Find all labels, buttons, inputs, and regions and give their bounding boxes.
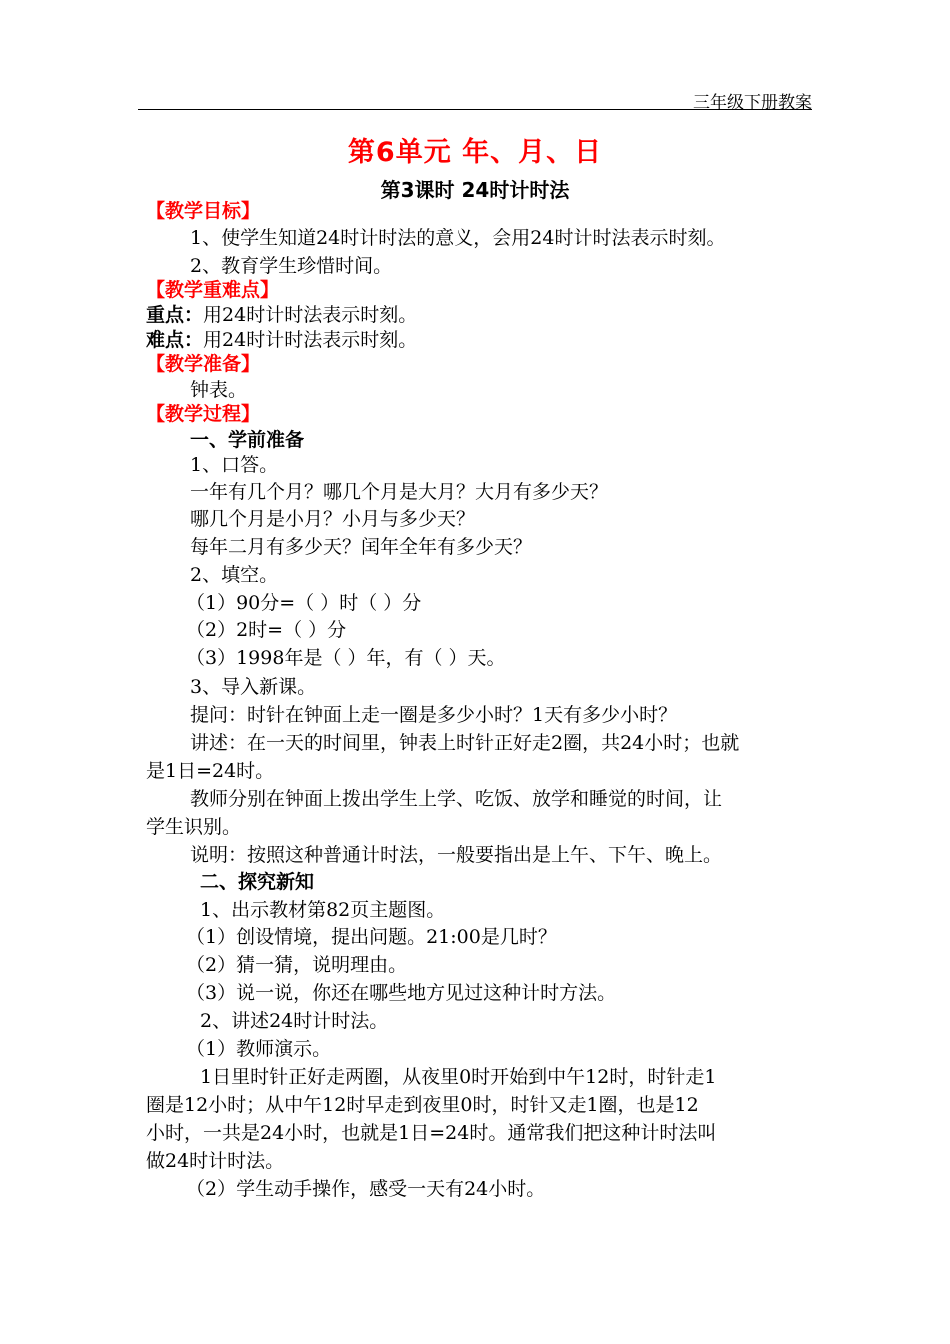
difficulty-line: [146, 328, 417, 352]
section-key-points: 【教学重难点】: [146, 279, 280, 301]
goal-item: 2、教育学生珍惜时间。: [190, 255, 393, 277]
goal-item: 1、使学生知道24时计时法的意义，会用24时计时法表示时刻。: [190, 227, 726, 249]
paragraph-line: 圈是12小时；从中午12时早走到夜里0时，时针又走1圈，也是12: [146, 1094, 699, 1116]
part2-heading: 二、探究新知: [200, 871, 315, 893]
fill-item: （2）2时=（ ）分: [186, 619, 347, 641]
paragraph-line: 小时，一共是24小时，也就是1日=24时。通常我们把这种计时法叫: [146, 1122, 717, 1144]
narrate-line: 讲述：在一天的时间里，钟表上时针正好走2圈，共24小时；也就: [190, 732, 740, 754]
prep-item: 钟表。: [190, 379, 248, 401]
operation-line: （2）学生动手操作，感受一天有24小时。: [186, 1178, 546, 1200]
difficulty-label: 难点：: [146, 329, 204, 351]
narrate-line: 是1日=24时。: [146, 760, 275, 782]
section-prep: 【教学准备】: [146, 353, 261, 375]
oral-question: 哪几个月是小月？小月与多少天？: [190, 508, 476, 530]
paragraph-line: 1日里时针正好走两圈，从夜里0时开始到中午12时，时针走1: [200, 1066, 717, 1088]
focus-label: 重点：: [146, 304, 204, 326]
difficulty-text: 用24时计时法表示时刻。: [203, 329, 418, 351]
fill-item: （1）90分=（ ）时（ ）分: [186, 592, 422, 614]
teacher-line: 教师分别在钟面上拨出学生上学、吃饭、放学和睡觉的时间，让: [190, 788, 723, 810]
step-line: （3）说一说，你还在哪些地方见过这种计时方法。: [186, 982, 617, 1004]
focus-text: 用24时计时法表示时刻。: [203, 304, 418, 326]
explain-line: 说明：按照这种普通计时法，一般要指出是上午、下午、晚上。: [190, 844, 723, 866]
step-line: （1）创设情境，提出问题。21:00是几时？: [186, 926, 557, 948]
lesson-subtitle: 第3课时 24时计时法: [380, 178, 570, 202]
intro-label: 3、导入新课。: [190, 676, 317, 698]
part1-heading: 一、学前准备: [190, 429, 305, 451]
paragraph-line: 做24时计时法。: [146, 1150, 285, 1172]
section-goals: 【教学目标】: [146, 200, 261, 222]
page-title: 第6单元 年、月、日: [347, 137, 603, 168]
ask-line: 提问：时针在钟面上走一圈是多少小时？1天有多少小时？: [190, 704, 678, 726]
show-line: 1、出示教材第82页主题图。: [200, 899, 446, 921]
header-label: 三年级下册教案: [693, 93, 812, 113]
lecture-line: 2、讲述24时计时法。: [200, 1010, 389, 1032]
oral-question: 一年有几个月？哪几个月是大月？大月有多少天？: [190, 481, 609, 503]
oral-question: 每年二月有多少天？闰年全年有多少天？: [190, 536, 533, 558]
teacher-line: 学生识别。: [146, 816, 242, 838]
header-rule: [138, 109, 812, 110]
fill-item: （3）1998年是（ ）年，有（ ）天。: [186, 647, 506, 669]
step-line: （2）猜一猜，说明理由。: [186, 954, 408, 976]
section-process: 【教学过程】: [146, 403, 261, 425]
demo-line: （1）教师演示。: [186, 1038, 332, 1060]
oral-label: 1、口答。: [190, 454, 279, 476]
fill-label: 2、填空。: [190, 564, 279, 586]
focus-line: [146, 303, 417, 327]
